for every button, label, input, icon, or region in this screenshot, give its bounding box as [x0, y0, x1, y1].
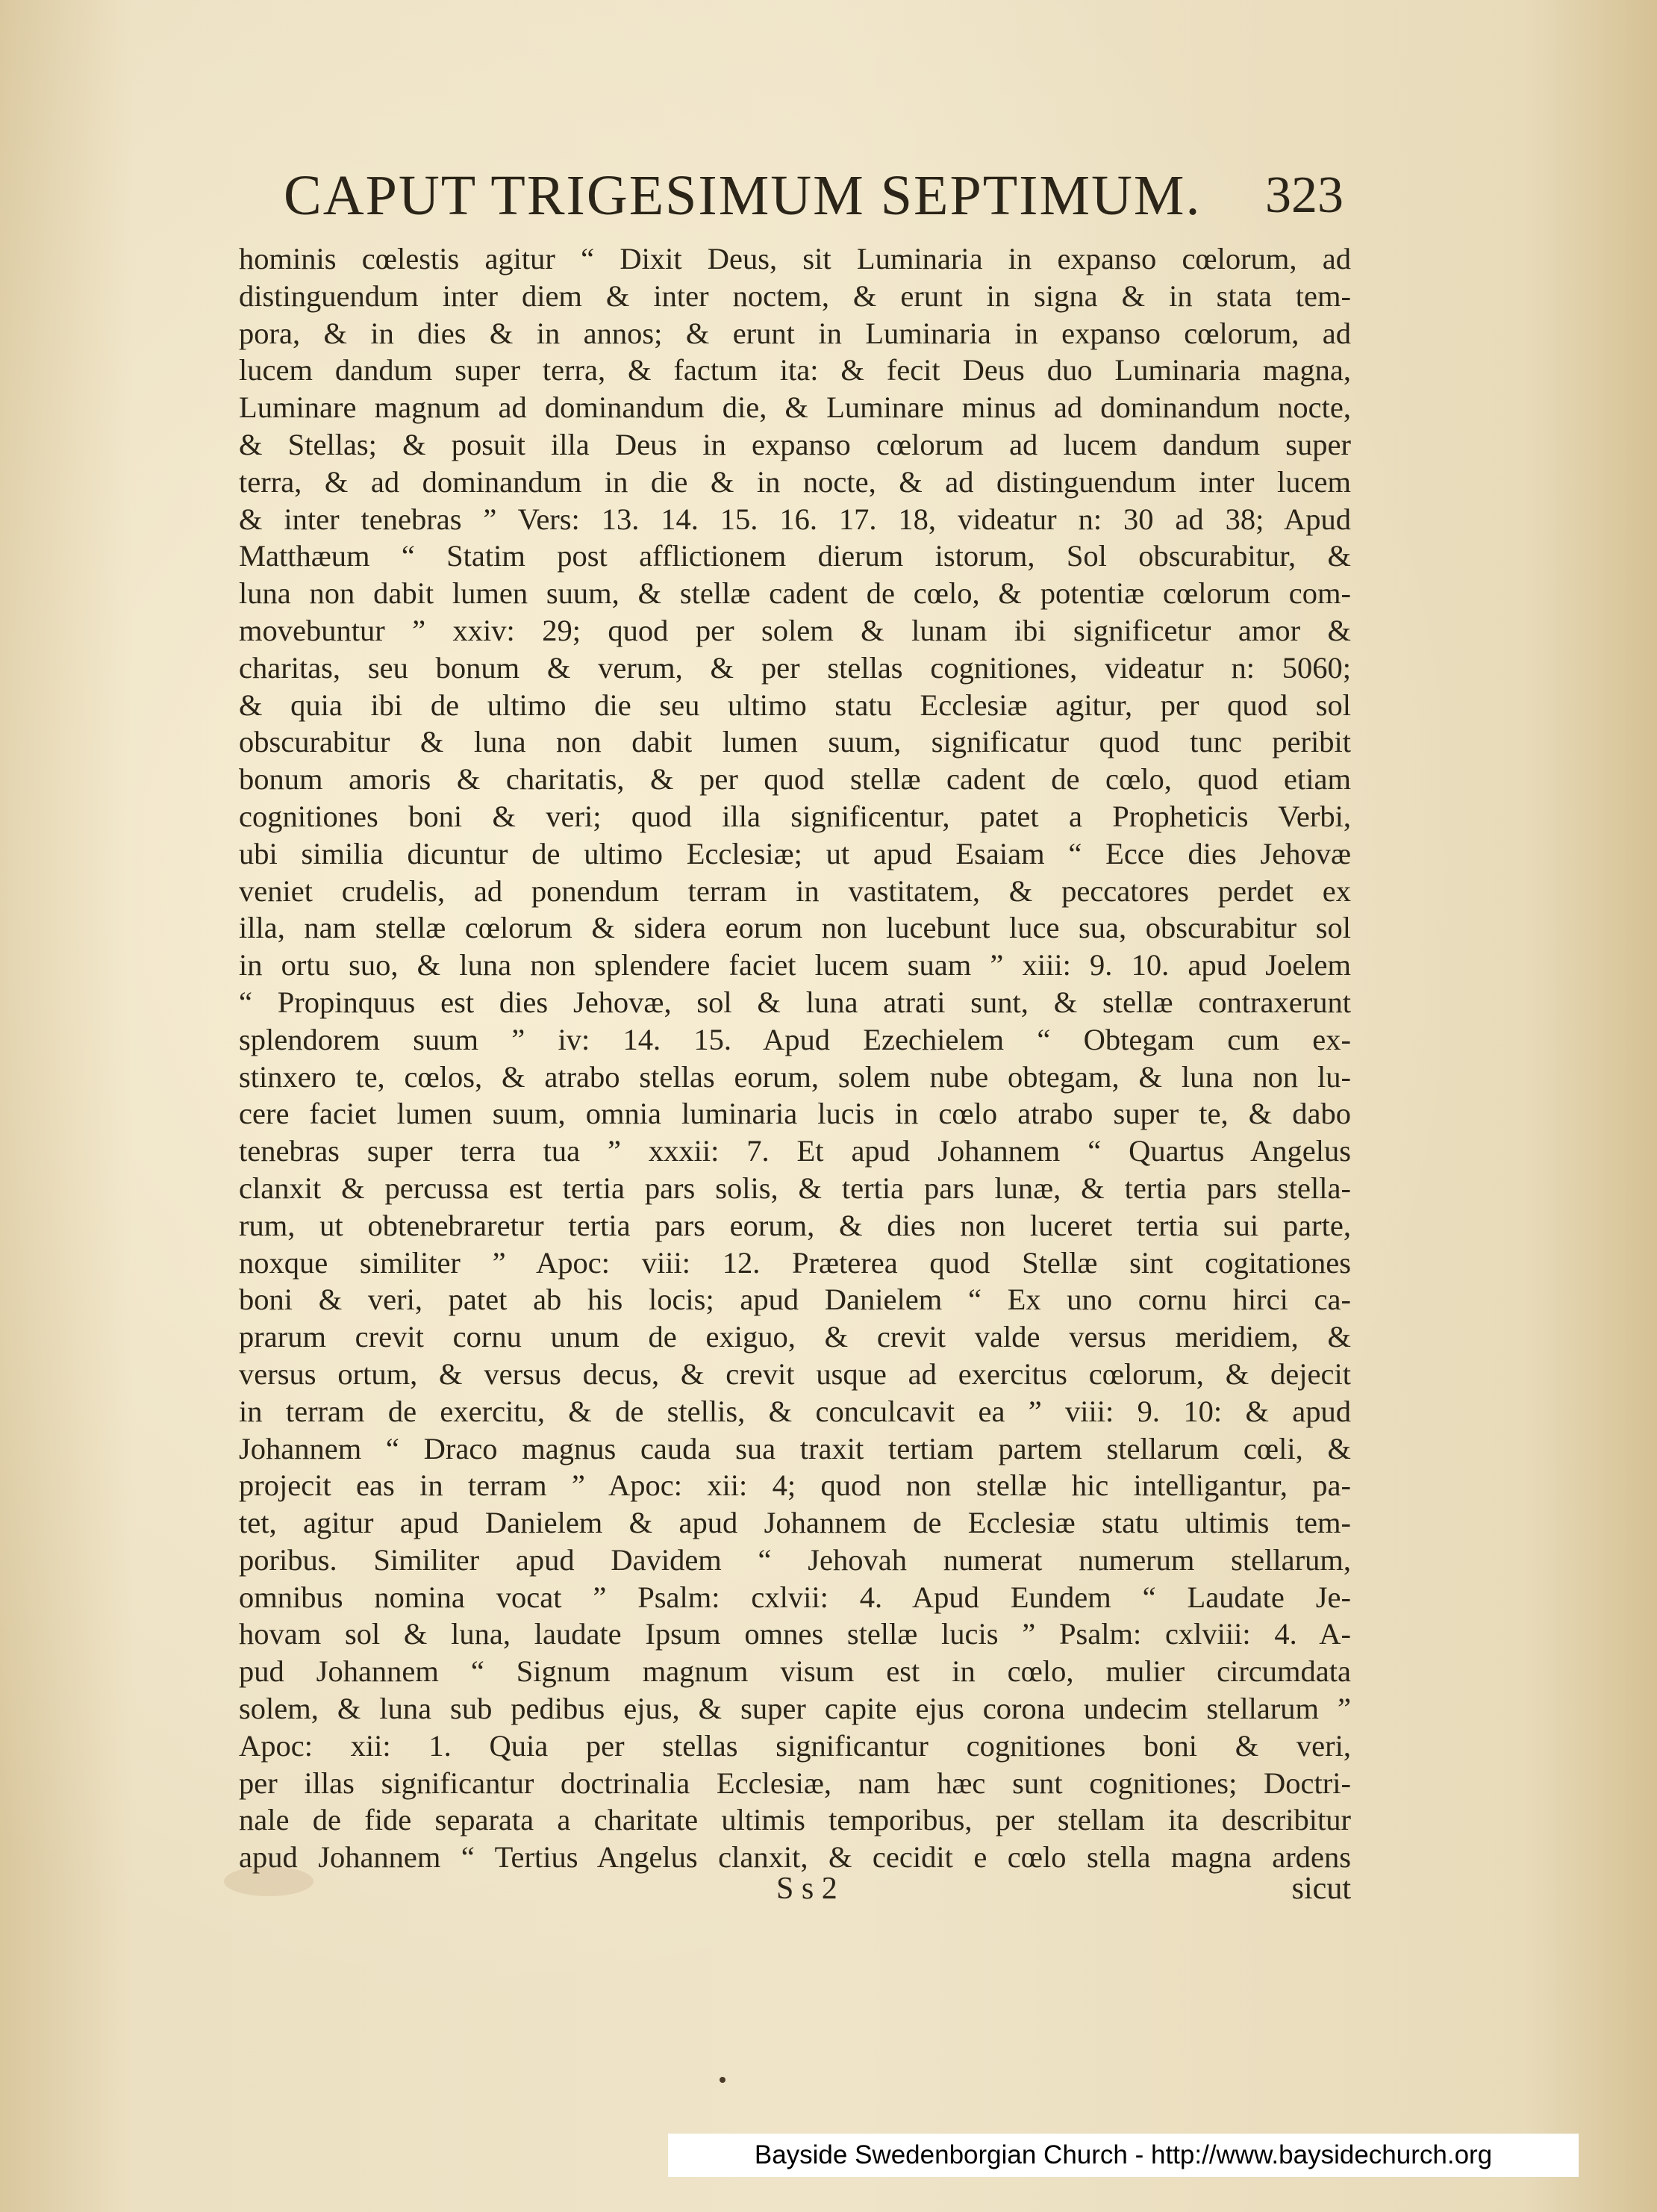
text-line: Johannem “ Draco magnus cauda sua traxit tertiam partem stellarum cœli, &: [239, 1431, 1351, 1465]
text-line: & Stellas; & posuit illa Deus in expanso cœlorum ad lucem dandum super: [239, 427, 1351, 461]
text-line: veniet crudelis, ad ponendum terram in vastitatem, & peccatores perdet ex: [239, 873, 1351, 908]
text-line: solem, & luna sub pedibus ejus, & super capite ejus corona undecim stellarum ”: [239, 1692, 1351, 1726]
body-text: [239, 240, 1351, 1876]
text-line: tet, agitur apud Danielem & apud Johannem de Ecclesiæ statu ultimis tem-: [239, 1506, 1351, 1540]
text-line: & quia ibi de ultimo die seu ultimo statu Ecclesiæ agitur, per quod sol: [239, 688, 1351, 722]
text-line: hominis cœlestis agitur “ Dixit Deus, sit Luminaria in expanso cœlorum, ad: [239, 242, 1351, 275]
page-number: 323: [1265, 166, 1344, 224]
text-line: “ Propinquus est dies Jehovæ, sol & luna atrati sunt, & stellæ contraxerunt: [239, 985, 1351, 1019]
text-line: Luminare magnum ad dominandum die, & Luminare minus ad dominandum nocte,: [239, 390, 1351, 425]
text-line: in ortu suo, & luna non splendere faciet lucem suam ” xiii: 9. 10. apud Joelem: [239, 948, 1351, 982]
text-line: hovam sol & luna, laudate Ipsum omnes stellæ lucis ” Psalm: cxlviii: 4. A-: [239, 1617, 1351, 1651]
chapter-title: CAPUT TRIGESIMUM SEPTIMUM.: [284, 164, 1202, 227]
text-line: movebuntur ” xxiv: 29; quod per solem & lunam ibi significetur amor &: [239, 613, 1351, 647]
text-line: distinguendum inter diem & inter noctem, & erunt in signa & in stata tem-: [239, 278, 1351, 313]
text-line: obscurabitur & luna non dabit lumen suum, significatur quod tunc peribit: [239, 725, 1351, 759]
signature-mark: S s 2: [776, 1872, 837, 1906]
text-line: splendorem suum ” iv: 14. 15. Apud Ezechielem “ Obtegam cum ex-: [239, 1022, 1351, 1056]
text-line: rum, ut obtenebraretur tertia pars eorum, & dies non luceret tertia sui parte,: [239, 1208, 1351, 1242]
text-line: & inter tenebras ” Vers: 13. 14. 15. 16. 17. 18, videatur n: 30 ad 38; Apud: [239, 502, 1351, 536]
text-line: terra, & ad dominandum in die & in nocte, & ad distinguendum inter lucem: [239, 464, 1351, 499]
text-line: lucem dandum super terra, & factum ita: & fecit Deus duo Luminaria magna,: [239, 353, 1351, 387]
text-line: apud Johannem “ Tertius Angelus clanxit, & cecidit e cœlo stella magna ardens: [239, 1840, 1351, 1875]
text-line: noxque similiter ” Apoc: viii: 12. Præterea quod Stellæ sint cogitationes: [239, 1245, 1351, 1280]
text-line: ubi similia dicuntur de ultimo Ecclesiæ; ut apud Esaiam “ Ecce dies Jehovæ: [239, 836, 1351, 870]
text-line: tenebras super terra tua ” xxxii: 7. Et apud Johannem “ Quartus Angelus: [239, 1134, 1351, 1168]
text-line: stinxero te, cœlos, & atrabo stellas eorum, solem nube obtegam, & luna non lu-: [239, 1059, 1351, 1094]
text-line: poribus. Similiter apud Davidem “ Jehovah numerat numerum stellarum,: [239, 1542, 1351, 1577]
text-line: omnibus nomina vocat ” Psalm: cxlvii: 4. Apud Eundem “ Laudate Je-: [239, 1580, 1351, 1614]
text-line: luna non dabit lumen suum, & stellæ cadent de cœlo, & potentiæ cœlorum com-: [239, 576, 1351, 611]
text-line: prarum crevit cornu unum de exiguo, & crevit valde versus meridiem, &: [239, 1320, 1351, 1354]
text-line: clanxit & percussa est tertia pars solis, & tertia pars lunæ, & tertia pars stella-: [239, 1171, 1351, 1205]
text-line: pud Johannem “ Signum magnum visum est in cœlo, mulier circumdata: [239, 1654, 1351, 1689]
text-line: per illas significantur doctrinalia Ecclesiæ, nam hæc sunt cognitiones; Doctri-: [239, 1766, 1351, 1800]
text-line: cere faciet lumen suum, omnia luminaria lucis in cœlo atrabo super te, & dabo: [239, 1097, 1351, 1131]
ink-spot: [720, 2077, 725, 2083]
text-line: bonum amoris & charitatis, & per quod stellæ cadent de cœlo, quod etiam: [239, 762, 1351, 797]
text-line: charitas, seu bonum & verum, & per stellas cognitiones, videatur n: 5060;: [239, 650, 1351, 685]
text-line: cognitiones boni & veri; quod illa significentur, patet a Propheticis Verbi,: [239, 799, 1351, 833]
catchword: sicut: [1291, 1872, 1351, 1906]
text-line: nale de fide separata a charitate ultimis temporibus, per stellam ita describitur: [239, 1803, 1351, 1837]
text-line: illa, nam stellæ cœlorum & sidera eorum non lucebunt luce sua, obscurabitur sol: [239, 911, 1351, 945]
page-footer: [239, 1866, 1351, 1911]
text-line: in terram de exercitu, & de stellis, & conculcavit ea ” viii: 9. 10: & apud: [239, 1394, 1351, 1428]
text-line: boni & veri, patet ab his locis; apud Danielem “ Ex uno cornu hirci ca-: [239, 1283, 1351, 1317]
text-line: versus ortum, & versus decus, & crevit usque ad exercitus cœlorum, & dejecit: [239, 1356, 1351, 1391]
text-line: projecit eas in terram ” Apoc: xii: 4; quod non stellæ hic intelligantur, pa-: [239, 1468, 1351, 1503]
text-line: Matthæum “ Statim post afflictionem dierum istorum, Sol obscurabitur, &: [239, 539, 1351, 573]
text-line: Apoc: xii: 1. Quia per stellas significantur cognitiones boni & veri,: [239, 1728, 1351, 1763]
watermark-banner: Bayside Swedenborgian Church - http://www.baysidechurch.org: [668, 2134, 1579, 2177]
running-head: [284, 158, 1344, 233]
text-line: pora, & in dies & in annos; & erunt in Luminaria in expanso cœlorum, ad: [239, 316, 1351, 350]
